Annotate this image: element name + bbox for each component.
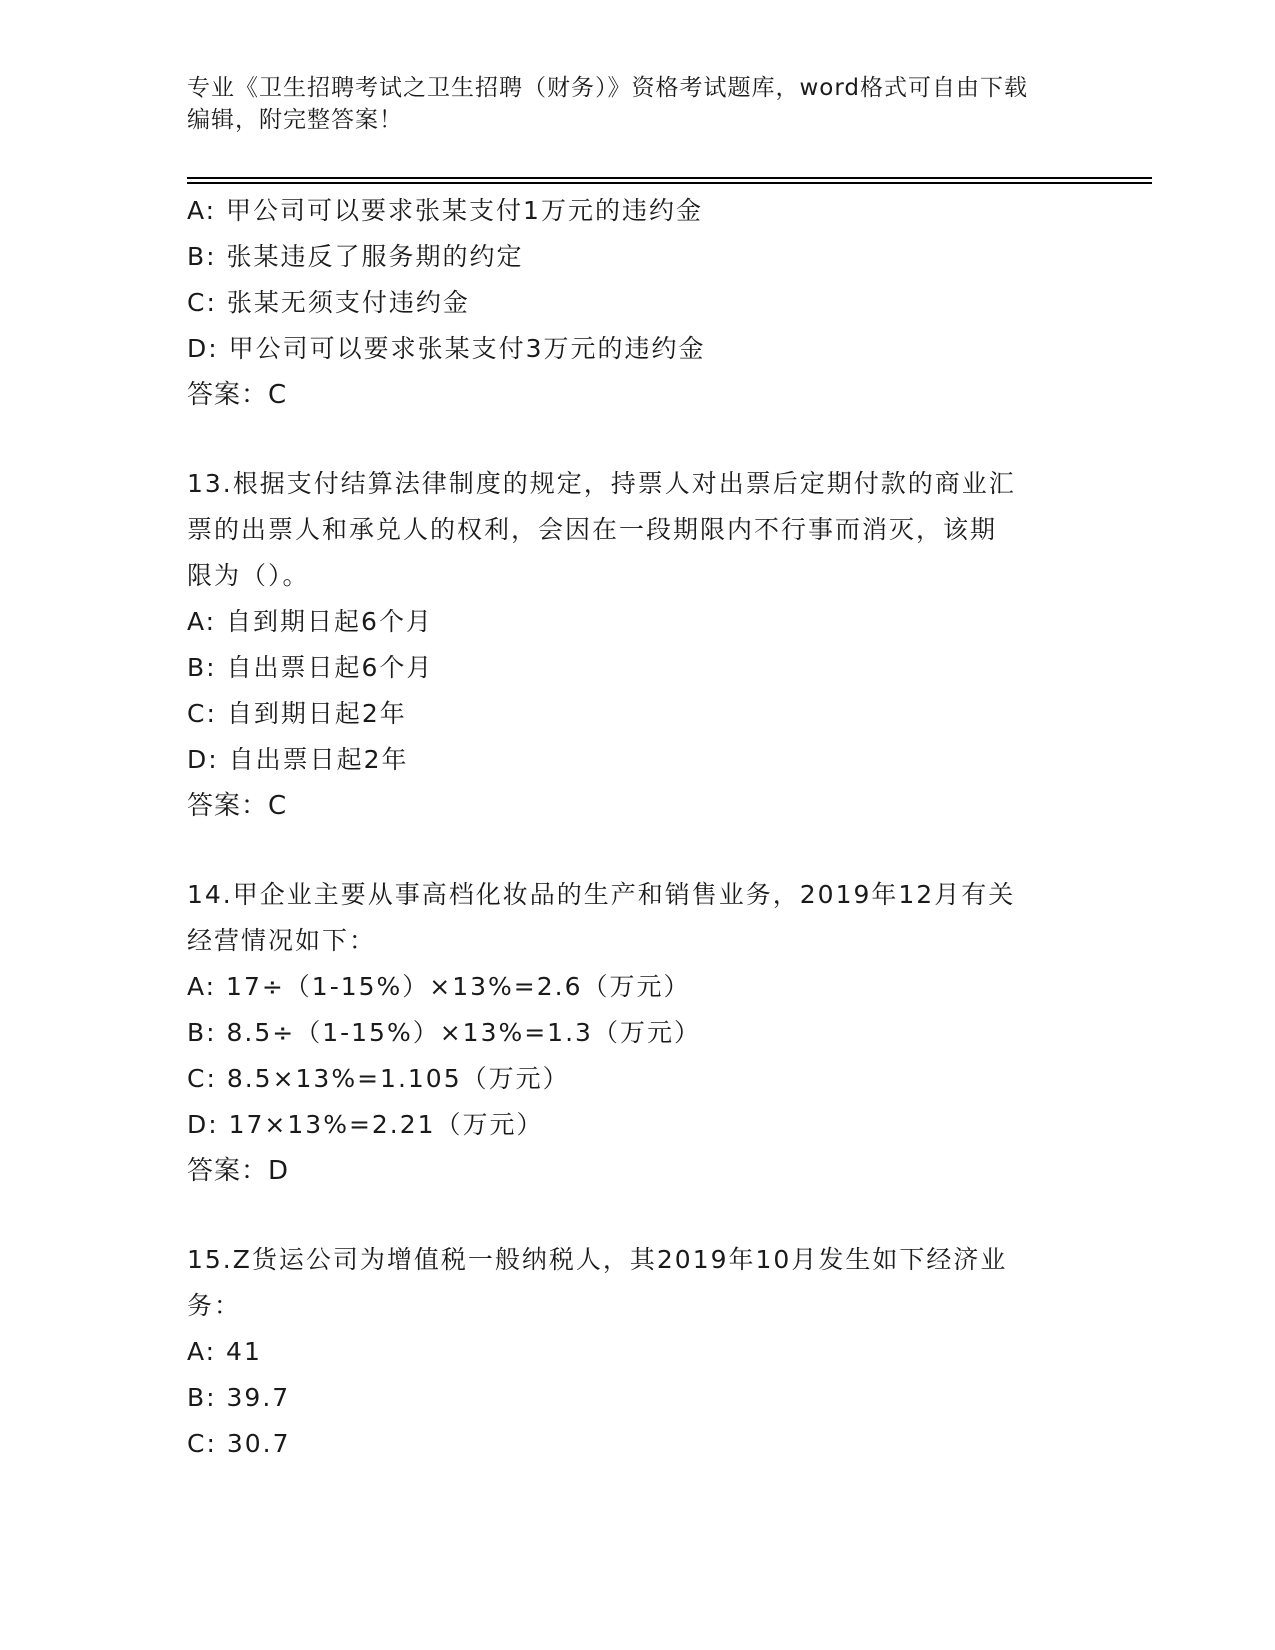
header-divider-top [187, 177, 1152, 179]
header-divider-bottom [187, 182, 1152, 184]
option-a: A: 41 [187, 1337, 262, 1366]
question-spacer [187, 1194, 1087, 1237]
question-14 [187, 872, 1087, 1194]
question-text-line: 限为（）。 [187, 561, 310, 590]
option-a: A: 自到期日起6个月 [187, 607, 433, 636]
option-a: A: 17÷（1-15%）×13%=2.6（万元） [187, 972, 691, 1001]
question-text [187, 1237, 1077, 1329]
option-d: D: 自出票日起2年 [187, 745, 409, 774]
option-b: B: 张某违反了服务期的约定 [187, 242, 524, 271]
option-b: B: 39.7 [187, 1383, 291, 1412]
question-text [187, 461, 1077, 599]
option-c: C: 自到期日起2年 [187, 699, 407, 728]
document-body [187, 188, 1087, 1467]
option-b: B: 自出票日起6个月 [187, 653, 434, 682]
question-text-line: 经营情况如下： [187, 926, 377, 955]
option-d: D: 17×13%=2.21（万元） [187, 1110, 544, 1139]
option-b: B: 8.5÷（1-15%）×13%=1.3（万元） [187, 1018, 701, 1047]
question-13 [187, 461, 1087, 829]
question-text-line: 务： [187, 1291, 242, 1320]
option-a: A: 甲公司可以要求张某支付1万元的违约金 [187, 196, 703, 225]
answer: 答案：C [187, 791, 288, 821]
question-text-line: 15.Z货运公司为增值税一般纳税人，其2019年10月发生如下经济业 [187, 1245, 1008, 1274]
header-line-1: 专业《卫生招聘考试之卫生招聘（财务）》资格考试题库，word格式可自由下载 [187, 75, 1029, 101]
header-line-2: 编辑，附完整答案！ [187, 107, 403, 133]
document-header [187, 72, 1087, 136]
option-c: C: 30.7 [187, 1429, 291, 1458]
question-text-line: 票的出票人和承兑人的权利，会因在一段期限内不行事而消灭，该期 [187, 515, 998, 544]
question-text-line: 14.甲企业主要从事高档化妆品的生产和销售业务，2019年12月有关 [187, 880, 1016, 909]
question-spacer [187, 418, 1087, 461]
question-spacer [187, 829, 1087, 872]
answer: 答案：D [187, 1156, 290, 1186]
option-c: C: 张某无须支付违约金 [187, 288, 470, 317]
question-text [187, 872, 1077, 964]
question-15 [187, 1237, 1087, 1467]
question-12 [187, 188, 1087, 418]
option-d: D: 甲公司可以要求张某支付3万元的违约金 [187, 334, 706, 363]
answer: 答案：C [187, 380, 288, 410]
question-text-line: 13.根据支付结算法律制度的规定，持票人对出票后定期付款的商业汇 [187, 469, 1016, 498]
option-c: C: 8.5×13%=1.105（万元） [187, 1064, 570, 1093]
